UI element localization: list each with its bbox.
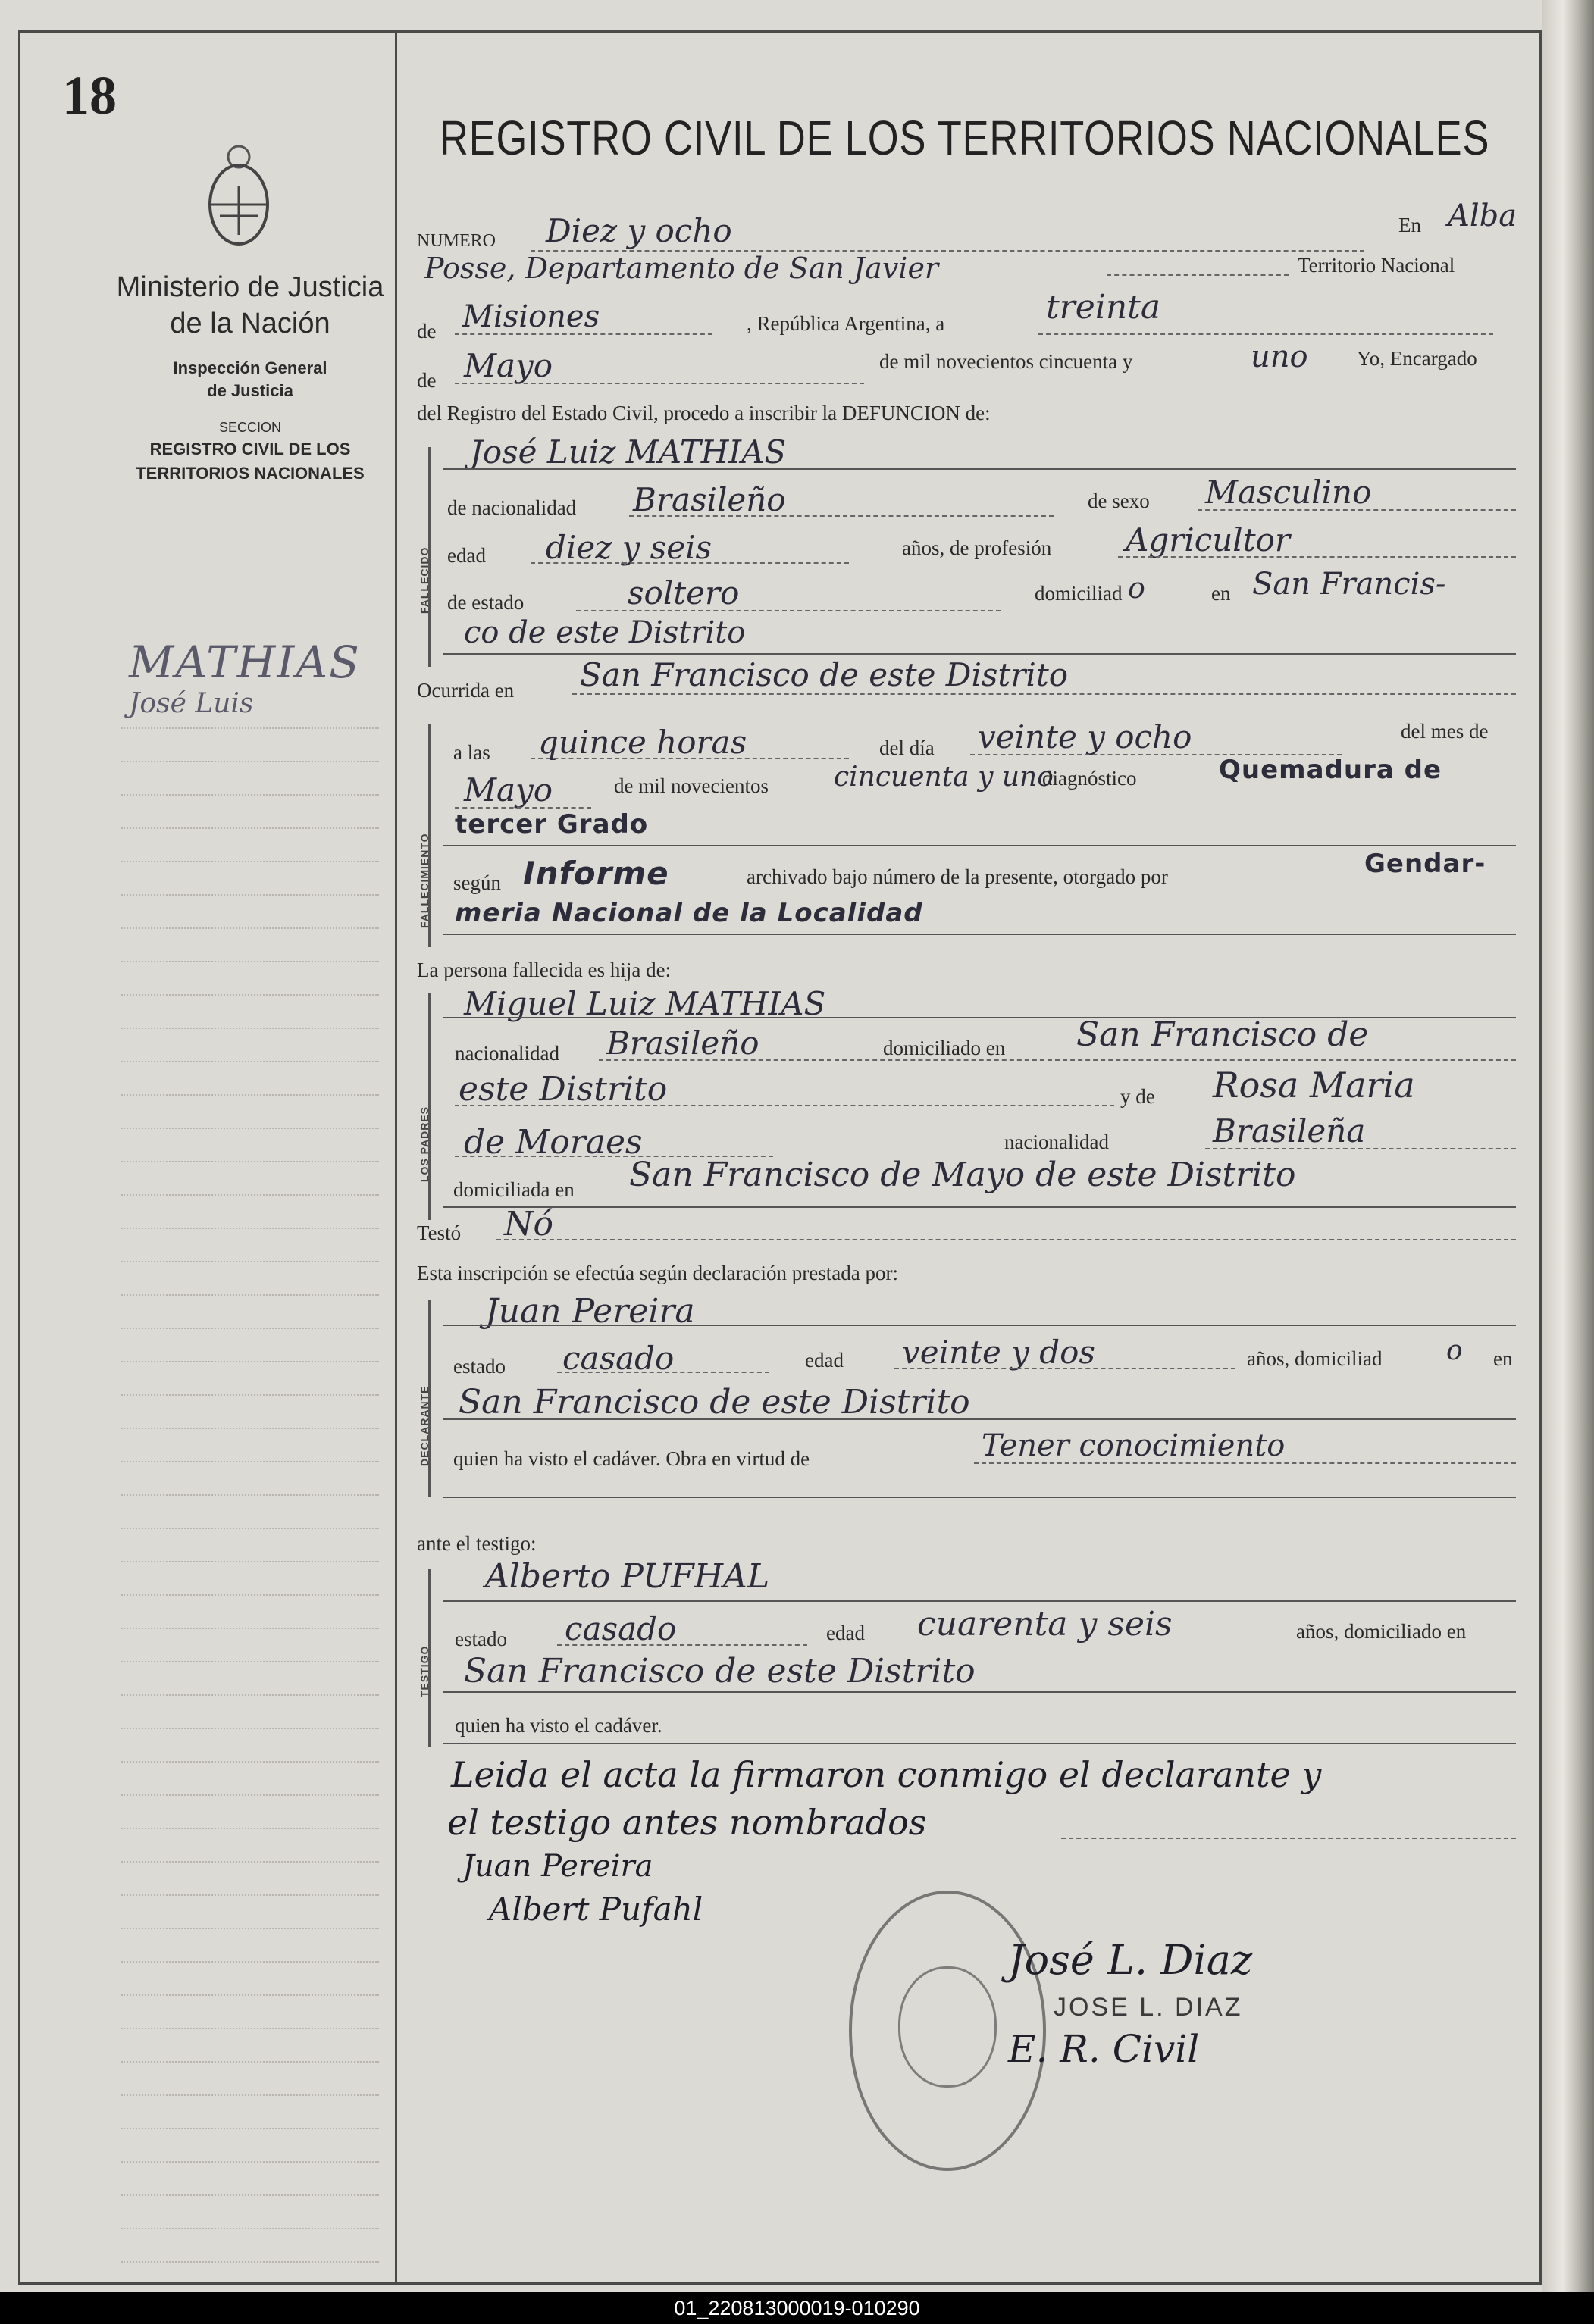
- mother-name-1: Rosa Maria: [1213, 1065, 1415, 1106]
- margin-ruled-line: [121, 1361, 379, 1362]
- nacionalidad-value: Brasileño: [633, 481, 786, 518]
- margin-ruled-line: [121, 1028, 379, 1029]
- declarante-anos-label: años, domiciliad: [1247, 1347, 1383, 1370]
- declarante-virtud-value: Tener conocimiento: [982, 1428, 1286, 1463]
- profesion-line: [1118, 556, 1516, 558]
- mes-label: del mes de: [1401, 720, 1489, 743]
- mes-value: Mayo: [464, 771, 553, 809]
- declarante-domic-line: [443, 1418, 1516, 1420]
- margin-ruled-line: [121, 1128, 379, 1129]
- margin-ruled-line: [121, 1494, 379, 1496]
- deceased-name: José Luiz MATHIAS: [470, 433, 787, 471]
- testo-label: Testó: [417, 1221, 462, 1244]
- numero-value: Diez y ocho: [546, 212, 732, 249]
- y-de-label: y de: [1120, 1085, 1155, 1108]
- profesion-value: Agricultor: [1126, 521, 1290, 558]
- testigo-name: Alberto PUFHAL: [485, 1557, 770, 1596]
- segun-label: según: [453, 871, 501, 894]
- declarante-en-label: en: [1493, 1347, 1513, 1370]
- en-label: En: [1398, 214, 1421, 236]
- testigo-end-line: [443, 1743, 1516, 1744]
- edad-value: diez y seis: [546, 529, 712, 566]
- edad-label: edad: [447, 544, 486, 567]
- testigo-estado-value: casado: [565, 1610, 677, 1647]
- margin-ruled-line: [121, 1661, 379, 1662]
- margin-ruled-line: [121, 927, 379, 929]
- margin-ruled-line: [121, 2128, 379, 2129]
- margin-ruled-line: [121, 1861, 379, 1863]
- declarante-estado-value: casado: [562, 1340, 675, 1377]
- ocurrida-line: [572, 693, 1516, 695]
- testigo-anos-label: años, domiciliado en: [1296, 1620, 1467, 1643]
- margin-ruled-line: [121, 994, 379, 996]
- margin-ruled-line: [121, 1394, 379, 1396]
- father-nac-value: Brasileño: [606, 1024, 759, 1062]
- document-title: REGISTRO CIVIL DE LOS TERRITORIOS NACIONALES: [440, 111, 1490, 165]
- segun-value: Informe: [523, 855, 669, 892]
- anio-value: cincuenta y uno: [834, 762, 1054, 793]
- father-domic-label: domiciliado en: [883, 1037, 1006, 1059]
- father-name: Miguel Luiz MATHIAS: [464, 985, 826, 1022]
- mother-domic-value: San Francisco de Mayo de este Distrito: [629, 1156, 1296, 1194]
- year-value: uno: [1251, 339, 1308, 374]
- registro-label: del Registro del Estado Civil, procedo a inscribir la DEFUNCION de:: [417, 402, 991, 424]
- declaracion-label: Esta inscripción se efectúa según declaración prestada por:: [417, 1262, 898, 1284]
- closing-line: [1061, 1838, 1516, 1839]
- mother-name-2: de Moraes: [464, 1123, 643, 1162]
- margin-ruled-line: [121, 1761, 379, 1763]
- margin-ruled-line: [121, 727, 379, 729]
- justice-label: de Justicia: [207, 381, 293, 400]
- domicilio-suffix: o: [1128, 571, 1145, 605]
- nacionalidad-line: [629, 515, 1054, 517]
- sexo-value: Masculino: [1205, 474, 1372, 511]
- domicilio-value-1: San Francis-: [1252, 567, 1446, 602]
- testigo-edad-label: edad: [826, 1622, 865, 1644]
- margin-ruled-line: [121, 2194, 379, 2196]
- testigo-name-line: [443, 1600, 1516, 1602]
- territorio-label: Territorio Nacional: [1298, 254, 1455, 277]
- declarante-name: Juan Pereira: [485, 1292, 695, 1331]
- fallecido-side-label: FALLECIDO: [418, 546, 431, 614]
- ministry-name: Ministerio de Justicia: [116, 271, 384, 303]
- place-line: [1107, 274, 1289, 276]
- margin-ruled-line: [121, 1094, 379, 1096]
- margin-ruled-line: [121, 1928, 379, 1929]
- margin-ruled-line: [121, 1794, 379, 1796]
- declarante-end-line: [443, 1497, 1516, 1498]
- margin-ruled-line: [121, 1528, 379, 1529]
- hija-label: La persona fallecida es hija de:: [417, 959, 672, 981]
- father-nac-label: nacionalidad: [455, 1042, 559, 1065]
- page-number: 18: [62, 65, 117, 126]
- registry-line-1: REGISTRO CIVIL DE LOS: [149, 439, 351, 458]
- margin-ruled-line: [121, 1461, 379, 1462]
- margin-ruled-line: [121, 2261, 379, 2263]
- mother-nac-value: Brasileña: [1213, 1112, 1366, 1149]
- margin-ruled-line: [121, 1061, 379, 1062]
- diagnostico-line: [443, 845, 1516, 846]
- alas-label: a las: [453, 741, 490, 764]
- testigo-side-label: TESTIGO: [418, 1645, 431, 1697]
- margin-ruled-line: [121, 1961, 379, 1963]
- signature-encargado: José L. Diaz: [1008, 1936, 1253, 1984]
- closing-line-2: el testigo antes nombrados: [447, 1802, 927, 1843]
- testigo-label: ante el testigo:: [417, 1532, 537, 1555]
- declarante-domic-value: San Francisco de este Distrito: [459, 1383, 970, 1422]
- encargado-title: E. R. Civil: [1008, 2027, 1200, 2071]
- testigo-quien-label: quien ha visto el cadáver.: [455, 1714, 662, 1737]
- mil-label: de mil novecientos cincuenta y: [879, 350, 1133, 373]
- sexo-label: de sexo: [1088, 490, 1150, 512]
- de-label: de: [417, 320, 437, 343]
- declarante-edad-label: edad: [805, 1349, 844, 1372]
- place-value-1: Alba: [1448, 199, 1517, 233]
- margin-ruled-line: [121, 894, 379, 896]
- father-domic-value-2: este Distrito: [459, 1070, 668, 1109]
- month-line: [455, 383, 864, 384]
- deceased-name-line: [443, 468, 1516, 470]
- margin-ruled-line: [121, 1594, 379, 1596]
- dia-label: del día: [879, 737, 935, 759]
- margin-ruled-line: [121, 1628, 379, 1629]
- declarante-domic-suffix: o: [1446, 1335, 1463, 1366]
- margin-ruled-line: [121, 1728, 379, 1729]
- hora-line: [531, 758, 849, 759]
- margin-ruled-line: [121, 2028, 379, 2029]
- margin-ruled-line: [121, 1561, 379, 1562]
- otorgado-value-1: Gendar-: [1364, 849, 1486, 879]
- declarante-edad-value: veinte y dos: [902, 1334, 1095, 1371]
- stamp-emblem-icon: [898, 1966, 997, 2088]
- margin-ruled-line: [121, 761, 379, 762]
- otorgado-value-2: meria Nacional de la Localidad: [455, 898, 923, 928]
- testigo-domic-value: San Francisco de este Distrito: [464, 1652, 976, 1691]
- margin-ruled-line: [121, 2061, 379, 2063]
- archivado-label: archivado bajo número de la presente, otorgado por: [747, 865, 1168, 888]
- father-domic-line-2: [455, 1105, 1114, 1106]
- image-id-footer: 01_220813000019-010290: [0, 2292, 1594, 2324]
- day-line: [1038, 333, 1493, 335]
- domicilio-line: [443, 653, 1516, 655]
- sexo-line: [1198, 509, 1516, 511]
- declarante-name-line: [443, 1325, 1516, 1326]
- declarante-estado-line: [557, 1372, 769, 1373]
- ocurrida-label: Ocurrida en: [417, 679, 515, 702]
- mother-nac-line: [1205, 1148, 1516, 1149]
- domicilio-label: domiciliad: [1035, 582, 1123, 605]
- testigo-estado-label: estado: [455, 1628, 507, 1650]
- nacionalidad-label: de nacionalidad: [447, 496, 577, 519]
- dia-value: veinte y ocho: [978, 718, 1192, 755]
- mother-domic-line: [443, 1206, 1516, 1208]
- day-value: treinta: [1046, 288, 1161, 327]
- margin-ruled-line: [121, 1994, 379, 1996]
- diagnostico-value-2: tercer Grado: [455, 809, 649, 840]
- testigo-edad-value: cuarenta y seis: [917, 1605, 1173, 1644]
- testo-value: Nó: [504, 1205, 553, 1243]
- father-domic-value-1: San Francisco de: [1076, 1015, 1369, 1054]
- hora-value: quince horas: [538, 724, 747, 761]
- father-domic-line: [599, 1059, 1516, 1061]
- margin-ruled-line: [121, 2161, 379, 2163]
- signature-testigo: Albert Pufahl: [489, 1891, 703, 1928]
- margin-ruled-line: [121, 794, 379, 796]
- margin-ruled-line: [121, 2228, 379, 2229]
- margin-ruled-line: [121, 1228, 379, 1229]
- margin-surname: MATHIAS: [129, 637, 361, 688]
- republica-label: , República Argentina, a: [747, 312, 945, 335]
- margin-ruled-line: [121, 827, 379, 829]
- estado-line: [576, 610, 1001, 611]
- testigo-estado-line: [557, 1644, 807, 1646]
- domicilio-en-label: en: [1211, 582, 1231, 605]
- testo-line: [496, 1239, 1516, 1240]
- place-value-2: Posse, Departamento de San Javier: [424, 252, 939, 285]
- declarante-quien-label: quien ha visto el cadáver. Obra en virtud de: [453, 1447, 810, 1470]
- fallecimiento-side-label: FALLECIMIENTO: [418, 833, 431, 928]
- anos-label: años, de profesión: [902, 536, 1052, 559]
- padres-side-label: LOS PADRES: [418, 1106, 431, 1182]
- ministry-header: [106, 269, 394, 486]
- declarante-estado-label: estado: [453, 1355, 506, 1378]
- margin-given-name: José Luis: [129, 688, 254, 719]
- margin-ruled-line: [121, 1161, 379, 1162]
- edad-line: [531, 562, 849, 564]
- registry-line-2: TERRITORIOS NACIONALES: [136, 464, 365, 483]
- estado-label: de estado: [447, 591, 525, 614]
- mother-domic-label: domiciliada en: [453, 1178, 575, 1201]
- book-page-edge: [1542, 0, 1594, 2292]
- margin-deceased-name: [129, 637, 361, 719]
- otorgado-line: [443, 934, 1516, 935]
- margin-ruled-line: [121, 1428, 379, 1429]
- numero-label: NUMERO: [417, 231, 496, 251]
- declarante-virtud-line: [974, 1462, 1516, 1464]
- coat-of-arms-icon: [205, 140, 273, 250]
- margin-ruled-line: [121, 1294, 379, 1296]
- diagnostico-label: diagnóstico: [1042, 767, 1137, 790]
- ministry-nation: de la Nación: [170, 308, 330, 339]
- margin-ruled-line: [121, 1894, 379, 1896]
- domicilio-value-2: co de este Distrito: [464, 615, 746, 650]
- mil-novecientos-label: de mil novecientos: [614, 774, 769, 797]
- province-value: Misiones: [462, 299, 600, 334]
- margin-ruled-line: [121, 1828, 379, 1829]
- testigo-domic-line: [443, 1691, 1516, 1693]
- declarante-side-label: DECLARANTE: [418, 1385, 431, 1466]
- month-value: Mayo: [464, 347, 553, 384]
- diagnostico-value-1: Quemadura de: [1219, 755, 1442, 785]
- margin-ruled-line: [121, 961, 379, 962]
- closing-line-1: Leida el acta la firmaron conmigo el declarante y: [451, 1754, 1322, 1795]
- section-label: SECCION: [218, 420, 281, 435]
- margin-ruled-line: [121, 1261, 379, 1262]
- estado-value: soltero: [628, 574, 740, 611]
- yo-label: Yo, Encargado: [1357, 347, 1477, 370]
- margin-ruled-line: [121, 861, 379, 862]
- inspection-label: Inspección General: [173, 358, 327, 377]
- ocurrida-value: San Francisco de este Distrito: [580, 656, 1068, 693]
- declarante-edad-line: [894, 1368, 1235, 1369]
- mes-line: [455, 807, 591, 809]
- province-line: [455, 333, 712, 335]
- de2-label: de: [417, 369, 437, 392]
- signature-declarante: Juan Pereira: [462, 1849, 653, 1884]
- margin-ruled-line: [121, 1328, 379, 1329]
- mother-nac-label: nacionalidad: [1004, 1131, 1109, 1153]
- margin-ruled-line: [121, 1194, 379, 1196]
- encargado-stamp-name: JOSE L. DIAZ: [1054, 1993, 1243, 2022]
- margin-ruled-line: [121, 1694, 379, 1696]
- margin-ruled-line: [121, 2094, 379, 2096]
